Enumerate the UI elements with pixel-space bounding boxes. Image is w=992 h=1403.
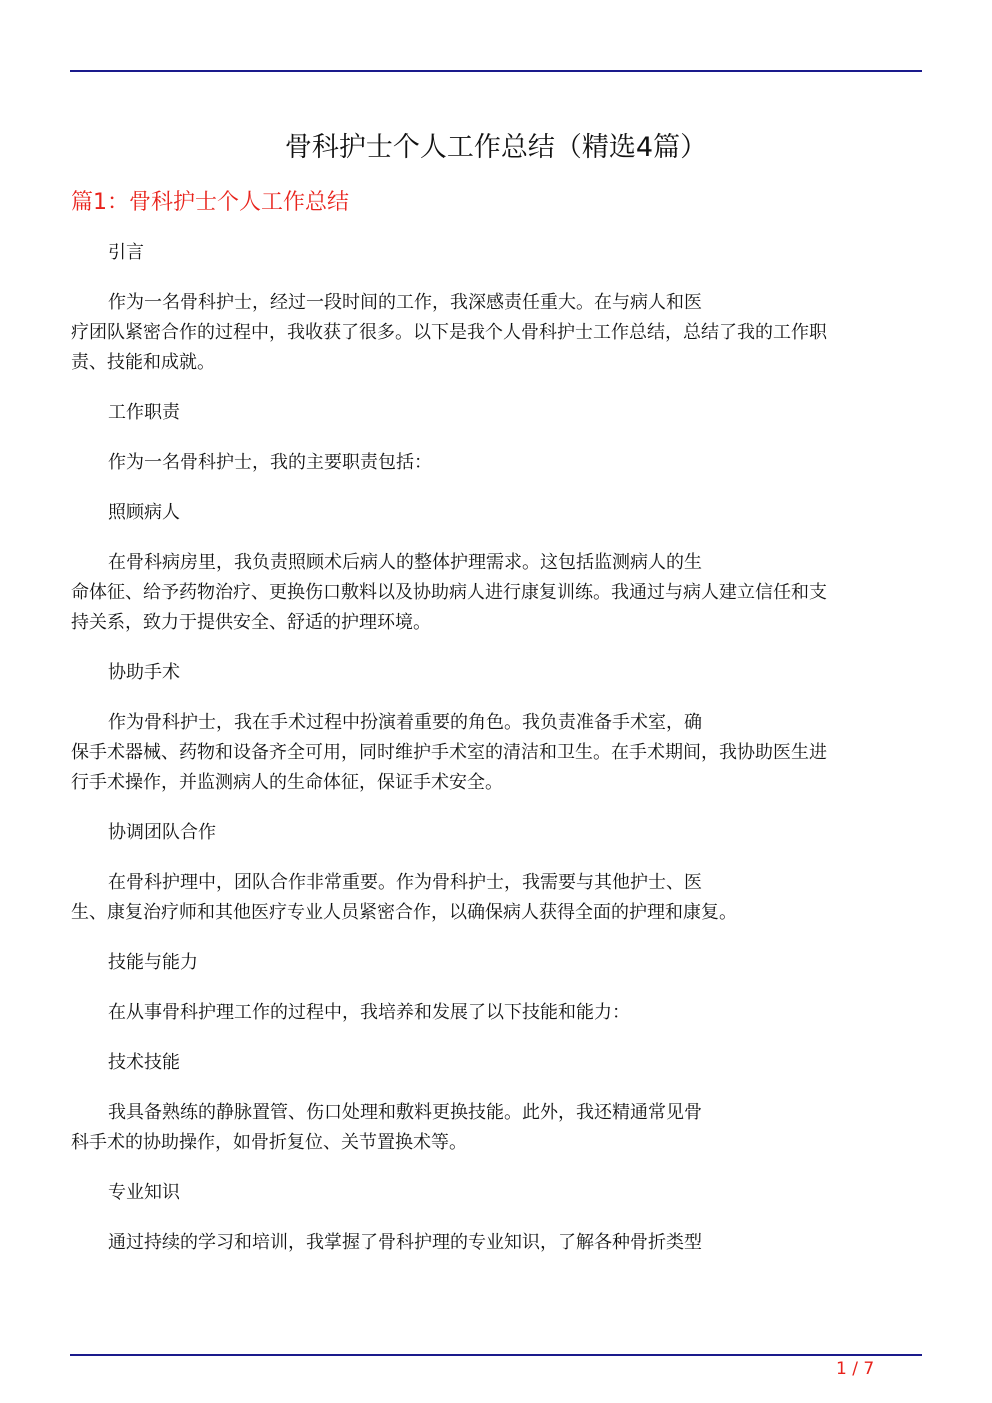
paragraph — [71, 548, 913, 638]
document-title: 骨科护士个人工作总结（精选4篇） — [284, 132, 708, 163]
page-number: 1 / 7 — [836, 1359, 875, 1379]
paragraph — [71, 1098, 913, 1158]
text-line: 生、康复治疗师和其他医疗专业人员紧密合作，以确保病人获得全面的护理和康复。 — [71, 902, 737, 923]
text-line: 专业知识 — [108, 1182, 180, 1203]
subheading — [71, 948, 913, 978]
text-line: 疗团队紧密合作的过程中，我收获了很多。以下是我个人骨科护士工作总结，总结了我的工作职 — [71, 322, 827, 343]
text-line: 技能与能力 — [108, 952, 198, 973]
text-line: 协助手术 — [108, 662, 180, 683]
text-line: 我具备熟练的静脉置管、伤口处理和敷料更换技能。此外，我还精通常见骨 — [108, 1102, 702, 1123]
text-line: 科手术的协助操作，如骨折复位、关节置换术等。 — [71, 1132, 467, 1153]
text-line: 协调团队合作 — [108, 822, 216, 843]
text-line: 行手术操作，并监测病人的生命体征，保证手术安全。 — [71, 772, 503, 793]
text-line: 持关系，致力于提供安全、舒适的护理环境。 — [71, 612, 431, 633]
text-line: 工作职责 — [108, 402, 180, 423]
paragraph — [71, 868, 913, 928]
subheading — [71, 658, 913, 688]
section-heading: 篇1：骨科护士个人工作总结 — [71, 190, 349, 215]
text-line: 照顾病人 — [108, 502, 180, 523]
text-line: 责、技能和成就。 — [71, 352, 215, 373]
paragraph — [71, 288, 913, 378]
subheading — [71, 398, 913, 428]
text-line: 通过持续的学习和培训，我掌握了骨科护理的专业知识，了解各种骨折类型 — [108, 1232, 702, 1253]
paragraph — [71, 1228, 913, 1258]
text-line: 在从事骨科护理工作的过程中，我培养和发展了以下技能和能力： — [108, 1002, 630, 1023]
text-line: 作为骨科护士，我在手术过程中扮演着重要的角色。我负责准备手术室，确 — [108, 712, 702, 733]
subheading — [71, 1048, 913, 1078]
paragraph — [71, 448, 913, 478]
text-line: 保手术器械、药物和设备齐全可用，同时维护手术室的清洁和卫生。在手术期间，我协助医生进 — [71, 742, 827, 763]
text-line: 在骨科护理中，团队合作非常重要。作为骨科护士，我需要与其他护士、医 — [108, 872, 702, 893]
footer-rule — [70, 1354, 922, 1356]
subheading — [71, 238, 913, 268]
paragraph — [71, 998, 913, 1028]
header-rule — [70, 70, 922, 72]
text-line: 引言 — [108, 242, 144, 263]
text-line: 在骨科病房里，我负责照顾术后病人的整体护理需求。这包括监测病人的生 — [108, 552, 702, 573]
subheading — [71, 1178, 913, 1208]
text-line: 作为一名骨科护士，我的主要职责包括： — [108, 452, 432, 473]
document-body — [71, 238, 913, 1278]
text-line: 作为一名骨科护士，经过一段时间的工作，我深感责任重大。在与病人和医 — [108, 292, 702, 313]
subheading — [71, 498, 913, 528]
subheading — [71, 818, 913, 848]
paragraph — [71, 708, 913, 798]
text-line: 命体征、给予药物治疗、更换伤口敷料以及协助病人进行康复训练。我通过与病人建立信任和支 — [71, 582, 827, 603]
text-line: 技术技能 — [108, 1052, 180, 1073]
